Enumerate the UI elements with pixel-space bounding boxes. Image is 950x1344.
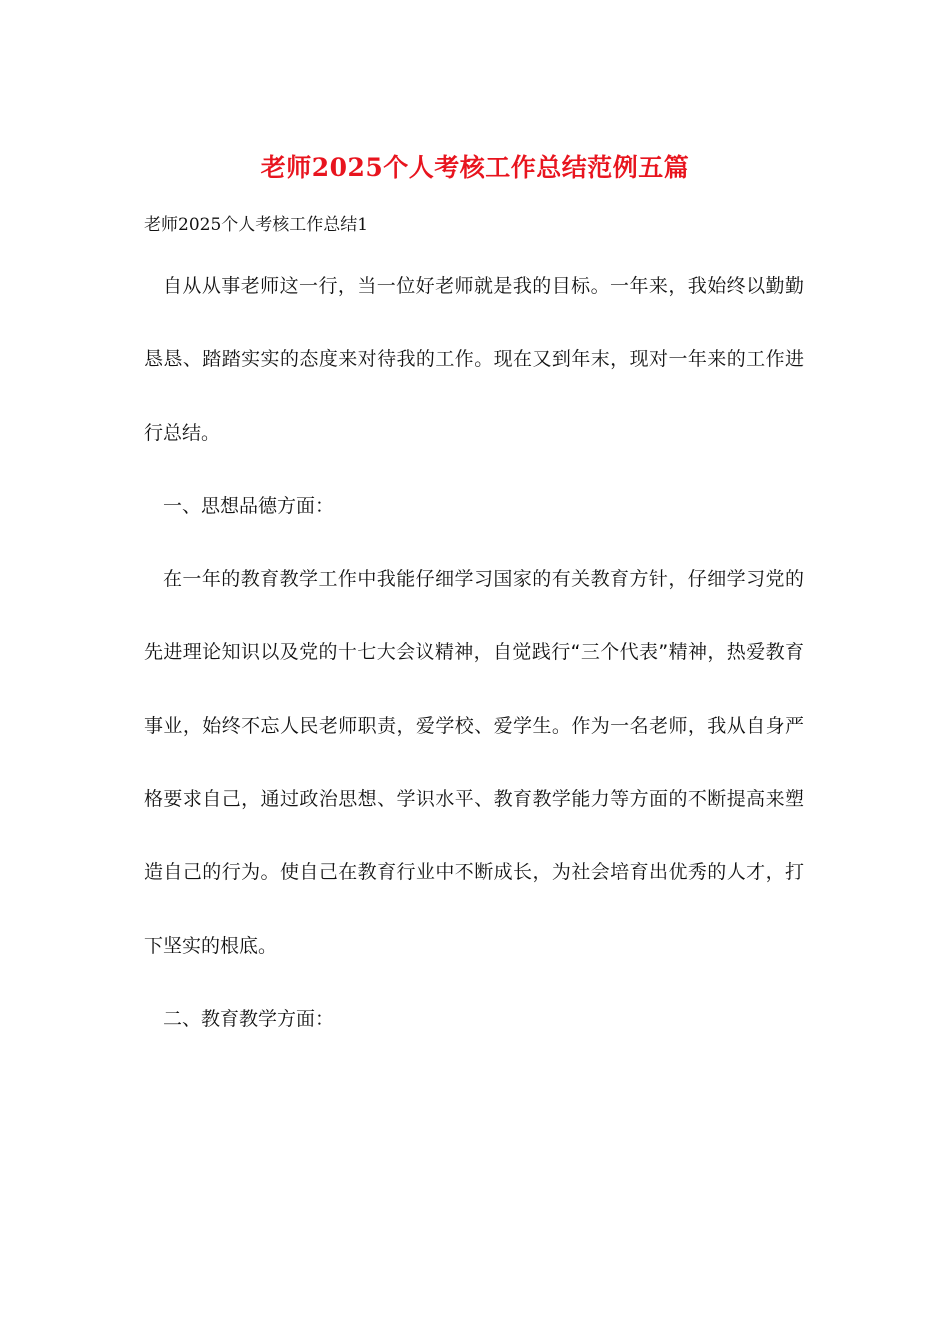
document-title: 老师2025个人考核工作总结范例五篇	[260, 153, 690, 182]
document-body	[144, 250, 804, 1056]
section-heading-teaching: 二、教育教学方面：	[163, 1007, 335, 1030]
intro-paragraph: 自从从事老师这一行，当一位好老师就是我的目标。一年来，我始终以勤勤恳恳、踏踏实实的态度来对待我的工作。现在又到年末，现对一年来的工作进行总结。	[144, 275, 804, 444]
moral-paragraph: 在一年的教育教学工作中我能仔细学习国家的有关教育方针，仔细学习党的先进理论知识以及党的十七大会议精神，自觉践行“三个代表”精神，热爱教育事业，始终不忘人民老师职责，爱学校、爱学生。作为一名老师，我从自身严格要求自己，通过政治思想、学识水平、教育教学能力等方面的不断提高来塑造自己的行为。使自己在教育行业中不断成长，为社会培育出优秀的人才，打下坚实的根底。	[144, 568, 804, 957]
section-heading-moral: 一、思想品德方面：	[163, 494, 335, 517]
section-subtitle: 老师2025个人考核工作总结1	[144, 215, 369, 235]
